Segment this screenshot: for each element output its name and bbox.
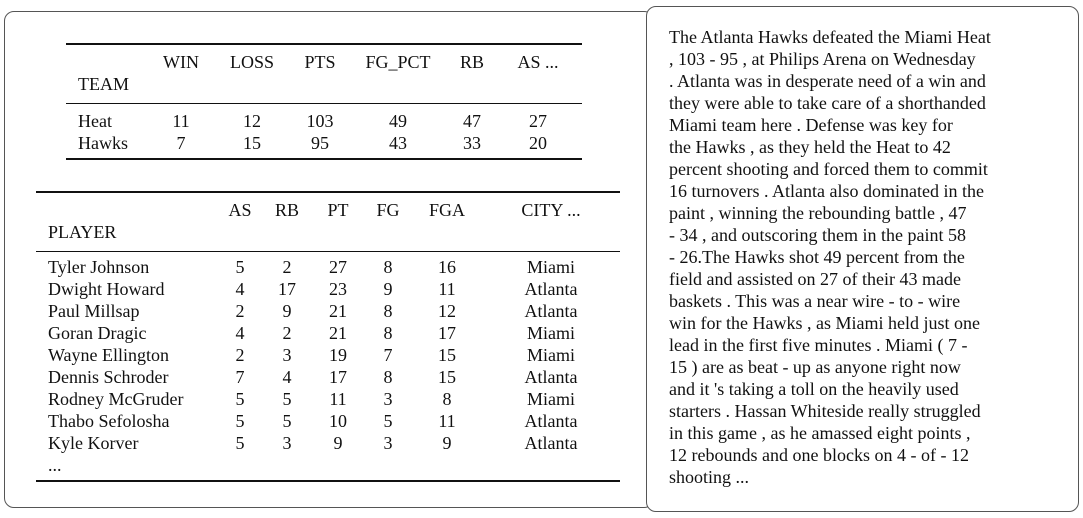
player-corner-label: PLAYER — [36, 221, 218, 252]
table-cell: 5 — [235, 411, 245, 431]
table-cell: 17 — [278, 279, 296, 299]
summary-line: - 34 , and outscoring them in the paint 58 — [669, 225, 966, 245]
table-cell: 27 — [529, 111, 547, 131]
summary-line: and it 's taking a toll on the heavily used — [669, 379, 959, 399]
table-cell: Atlanta — [524, 411, 578, 431]
summary-line: the Hawks , as they held the Heat to 42 — [669, 137, 951, 157]
summary-line: percent shooting and forced them to commit — [669, 159, 988, 179]
team-col-header: FG_PCT — [365, 52, 431, 72]
table-cell: 12 — [243, 111, 261, 131]
table-row — [36, 300, 620, 322]
summary-line: 15 ) are as beat - up as anyone right now — [669, 357, 961, 377]
table-cell: 4 — [235, 323, 245, 343]
table-row — [36, 322, 620, 344]
game-summary-text — [669, 26, 1069, 488]
team-corner-top — [66, 44, 152, 73]
team-table — [66, 43, 582, 160]
table-row — [36, 344, 620, 366]
summary-line: , 103 - 95 , at Philips Arena on Wednesday — [669, 49, 976, 69]
table-cell: 11 — [172, 111, 190, 131]
table-row — [66, 132, 582, 159]
summary-line: . Atlanta was in desperate need of a win and — [669, 71, 986, 91]
table-cell: 8 — [442, 389, 452, 409]
table-cell: Atlanta — [524, 279, 578, 299]
team-header-row — [66, 44, 582, 73]
table-cell: 95 — [311, 133, 329, 153]
table-cell: 8 — [383, 257, 393, 277]
table-cell: 5 — [235, 389, 245, 409]
table-cell: 15 — [438, 345, 456, 365]
summary-line: The Atlanta Hawks defeated the Miami Heat — [669, 27, 991, 47]
table-cell: 23 — [329, 279, 347, 299]
table-cell: 43 — [389, 133, 407, 153]
summary-line: paint , winning the rebounding battle , 47 — [669, 203, 967, 223]
table-cell: Miami — [527, 389, 575, 409]
table-cell: 3 — [383, 389, 393, 409]
player-name: Goran Dragic — [48, 323, 147, 343]
table-cell: 7 — [383, 345, 393, 365]
table-cell: 9 — [383, 279, 393, 299]
table-row — [36, 432, 620, 454]
table-cell: 20 — [529, 133, 547, 153]
player-name: Rodney McGruder — [48, 389, 184, 409]
table-cell: Atlanta — [524, 367, 578, 387]
table-cell: 12 — [438, 301, 456, 321]
player-table — [36, 191, 620, 482]
table-cell: 9 — [282, 301, 292, 321]
summary-line: in this game , as he amassed eight points , — [669, 423, 971, 443]
table-cell: 17 — [438, 323, 456, 343]
table-cell: 47 — [463, 111, 481, 131]
player-header-row — [36, 192, 620, 221]
table-cell: 15 — [243, 133, 261, 153]
table-cell: 9 — [442, 433, 452, 453]
table-cell: 8 — [383, 323, 393, 343]
team-col-header: RB — [459, 52, 484, 72]
table-cell: 49 — [389, 111, 407, 131]
player-name: Thabo Sefolosha — [48, 411, 170, 431]
table-cell: 8 — [383, 301, 393, 321]
player-col-header: AS — [228, 200, 252, 220]
table-cell: 103 — [306, 111, 334, 131]
player-name: Tyler Johnson — [48, 257, 150, 277]
table-cell: 21 — [329, 301, 347, 321]
summary-line: 12 rebounds and one blocks on 4 - of - 12 — [669, 445, 969, 465]
table-cell: 19 — [329, 345, 347, 365]
table-row — [36, 278, 620, 300]
team-col-header: LOSS — [229, 52, 274, 72]
team-name: Hawks — [78, 133, 128, 153]
table-cell: 27 — [329, 257, 347, 277]
table-cell: 5 — [383, 411, 393, 431]
summary-line: - 26.The Hawks shot 49 percent from the — [669, 247, 965, 267]
summary-line: starters . Hassan Whiteside really struggled — [669, 401, 981, 421]
table-cell: 4 — [235, 279, 245, 299]
table-cell: 9 — [333, 433, 343, 453]
summary-line: baskets . This was a near wire - to - wire — [669, 291, 961, 311]
table-cell: 3 — [383, 433, 393, 453]
team-name: Heat — [78, 111, 112, 131]
table-cell: 5 — [282, 411, 292, 431]
team-col-header: PTS — [304, 52, 336, 72]
player-col-header: RB — [274, 200, 299, 220]
player-col-header: CITY ... — [521, 200, 581, 220]
summary-line: Miami team here . Defense was key for — [669, 115, 953, 135]
ellipsis: ... — [48, 455, 62, 475]
summary-line: lead in the first five minutes . Miami ( 7 - — [669, 335, 968, 355]
table-row — [36, 388, 620, 410]
table-cell: 15 — [438, 367, 456, 387]
summary-line: 16 turnovers . Atlanta also dominated in the — [669, 181, 984, 201]
table-row — [36, 410, 620, 432]
summary-line: shooting ... — [669, 467, 750, 487]
table-cell: 2 — [235, 345, 245, 365]
table-cell: 7 — [235, 367, 245, 387]
table-cell: Miami — [527, 257, 575, 277]
table-cell: 10 — [329, 411, 347, 431]
table-row — [36, 366, 620, 388]
table-cell: 3 — [282, 345, 292, 365]
summary-line: field and assisted on 27 of their 43 made — [669, 269, 961, 289]
team-corner-label: TEAM — [66, 73, 152, 104]
table-cell: Miami — [527, 345, 575, 365]
table-cell: 4 — [282, 367, 292, 387]
table-row — [66, 104, 582, 133]
table-row-ellipsis — [36, 454, 620, 481]
table-cell: 21 — [329, 323, 347, 343]
table-cell: 33 — [463, 133, 481, 153]
table-cell: 3 — [282, 433, 292, 453]
table-cell: Atlanta — [524, 433, 578, 453]
player-name: Paul Millsap — [48, 301, 140, 321]
table-cell: 8 — [383, 367, 393, 387]
table-cell: 11 — [438, 411, 456, 431]
table-row — [36, 252, 620, 279]
table-cell: 5 — [235, 433, 245, 453]
table-cell: 11 — [438, 279, 456, 299]
player-corner-top — [36, 192, 218, 221]
team-col-header: AS ... — [517, 52, 559, 72]
table-cell: Miami — [527, 323, 575, 343]
table-cell: 7 — [176, 133, 186, 153]
player-name: Kyle Korver — [48, 433, 139, 453]
table-cell: 2 — [282, 257, 292, 277]
player-col-header: FG — [376, 200, 400, 220]
table-cell: 5 — [282, 389, 292, 409]
table-cell: 2 — [282, 323, 292, 343]
table-cell: 2 — [235, 301, 245, 321]
table-cell: 5 — [235, 257, 245, 277]
player-col-header: PT — [327, 200, 349, 220]
player-col-header: FGA — [428, 200, 465, 220]
table-cell: 17 — [329, 367, 347, 387]
table-cell: 11 — [329, 389, 347, 409]
summary-line: they were able to take care of a shorthanded — [669, 93, 986, 113]
player-name: Dwight Howard — [48, 279, 165, 299]
team-col-header: WIN — [163, 52, 199, 72]
table-cell: 16 — [438, 257, 456, 277]
summary-line: win for the Hawks , as Miami held just one — [669, 313, 980, 333]
table-cell: Atlanta — [524, 301, 578, 321]
player-name: Wayne Ellington — [48, 345, 170, 365]
player-name: Dennis Schroder — [48, 367, 169, 387]
